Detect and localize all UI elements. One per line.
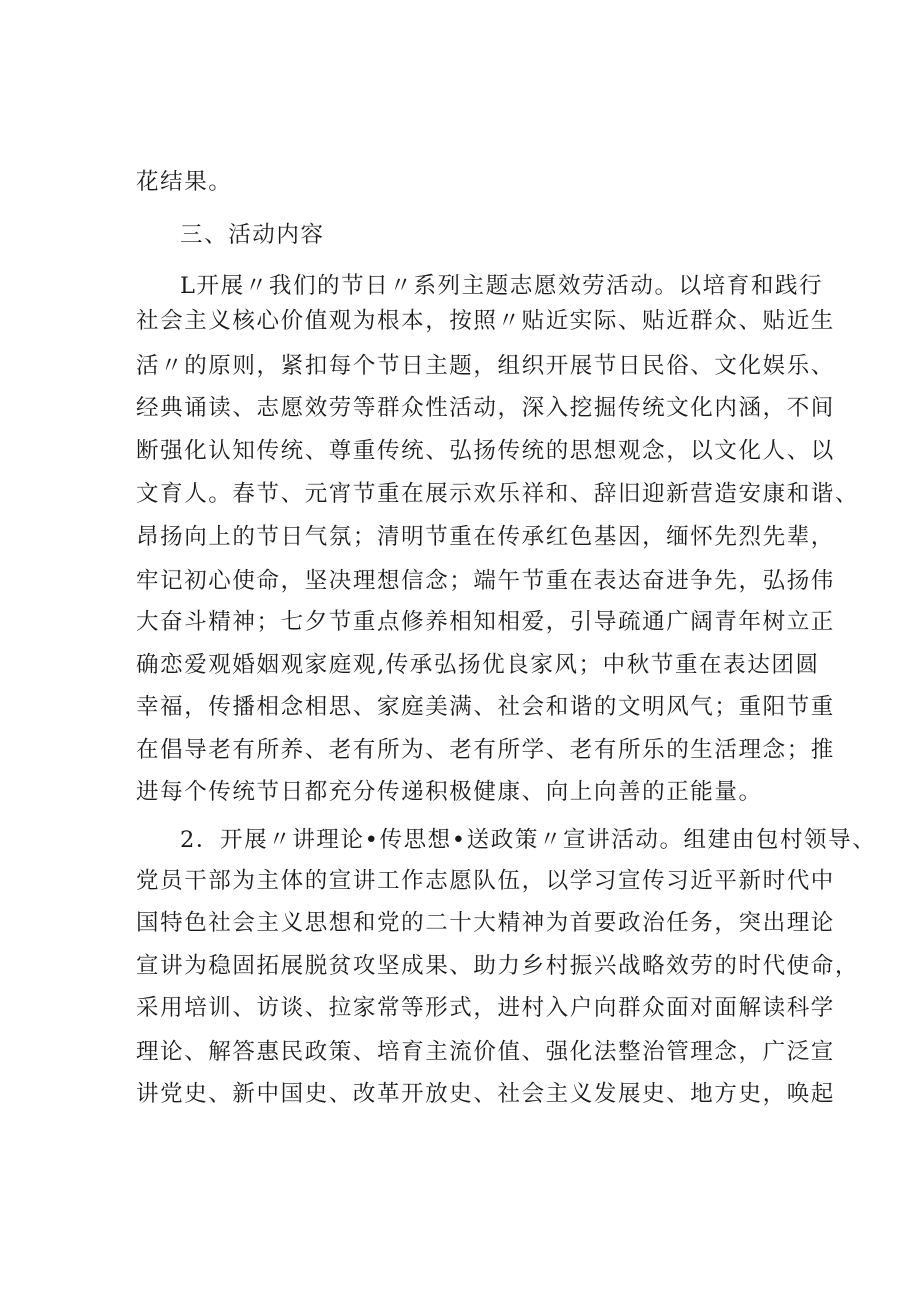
text-line: 宣讲为稳固拓展脱贫攻坚成果、助力乡村振兴战略效劳的时代使命， — [136, 953, 860, 979]
text-line: 进每个传统节日都充分传递积极健康、向上向善的正能量。 — [136, 779, 763, 805]
text-line: 讲党史、新中国史、改革开放史、社会主义发展史、地方史，唤起 — [136, 1081, 835, 1107]
paragraph-2-first-line: 2．开展〃讲理论•传思想•送政策〃宣讲活动。组建由包村领导、 — [180, 827, 877, 853]
section-heading: 三、活动内容 — [180, 222, 325, 248]
text-line: 国特色社会主义思想和党的二十大精神为首要政治任务，突出理论 — [136, 910, 835, 936]
text-line: 断强化认知传统、尊重传统、弘扬传统的思想观念，以文化人、以 — [136, 438, 835, 464]
text-line: 党员干部为主体的宣讲工作志愿队伍，以学习宣传习近平新时代中 — [136, 868, 835, 894]
text-line: 经典诵读、志愿效劳等群众性活动，深入挖掘传统文化内涵，不间 — [136, 395, 835, 421]
paragraph-1-first-line: L开展〃我们的节日〃系列主题志愿效劳活动。以培育和践行 — [180, 273, 824, 299]
text-line: 活〃的原则，紧扣每个节日主题，组织开展节日民俗、文化娱乐、 — [136, 353, 835, 379]
text-line: 确恋爱观婚姻观家庭观,传承弘扬优良家风；中秋节重在表达团圆 — [136, 652, 820, 678]
text-line: 在倡导老有所养、老有所为、老有所学、老有所乐的生活理念；推 — [136, 737, 835, 763]
text-line: 文育人。春节、元宵节重在展示欢乐祥和、辞旧迎新营造安康和谐、 — [136, 481, 860, 507]
text-line: 理论、解答惠民政策、培育主流价值、强化法整治管理念，广泛宣 — [136, 1039, 835, 1065]
text-line: 幸福，传播相念相思、家庭美满、社会和谐的文明风气；重阳节重 — [136, 694, 835, 720]
text-line: 社会主义核心价值观为根本，按照〃贴近实际、贴近群众、贴近生 — [136, 308, 835, 334]
text-line: 昂扬向上的节日气氛；清明节重在传承红色基因，缅怀先烈先辈， — [136, 524, 835, 550]
text-line: 采用培训、访谈、拉家常等形式，进村入户向群众面对面解读科学 — [136, 995, 835, 1021]
text-line: 牢记初心使命，坚决理想信念；端午节重在表达奋进争先，弘扬伟 — [136, 568, 835, 594]
text-line: 花结果。 — [136, 169, 233, 195]
text-line: 大奋斗精神；七夕节重点修养相知相爱，引导疏通广阔青年树立正 — [136, 609, 835, 635]
